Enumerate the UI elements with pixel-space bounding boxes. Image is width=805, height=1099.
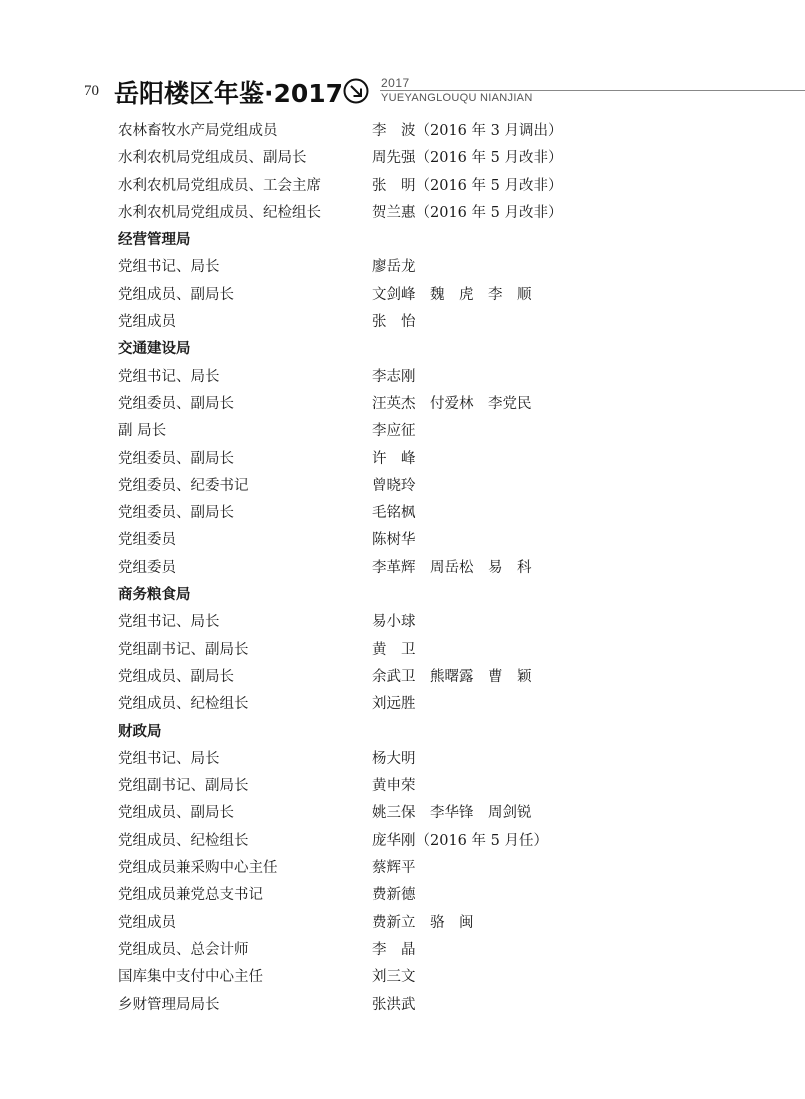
roster-row	[118, 937, 678, 964]
person-names: 陈树华	[372, 532, 416, 549]
person-names: 张洪武	[372, 996, 416, 1013]
position-label: 党组书记、局长	[118, 750, 220, 767]
roster-row	[118, 555, 678, 582]
book-title: 岳阳楼区年鉴·2017	[114, 79, 344, 108]
section-title: 交通建设局	[118, 341, 191, 358]
position-label: 党组成员、纪检组长	[118, 696, 249, 713]
person-names: 廖岳龙	[372, 259, 416, 276]
roster-row	[118, 309, 678, 336]
position-label: 水利农机局党组成员、工会主席	[118, 177, 321, 194]
position-label: 党组委员、纪委书记	[118, 477, 249, 494]
position-label: 乡财管理局局长	[118, 996, 220, 1013]
position-label: 党组书记、局长	[118, 614, 220, 631]
person-names: 李 晶	[372, 941, 416, 958]
roster-row	[118, 609, 678, 636]
person-names: 周先强（2016 年 5 月改非）	[372, 150, 563, 167]
position-label: 党组成员兼采购中心主任	[118, 860, 278, 877]
position-label: 党组成员	[118, 914, 176, 931]
position-label: 党组成员、纪检组长	[118, 832, 249, 849]
roster-row	[118, 828, 678, 855]
header-rule	[380, 90, 805, 91]
roster-row	[118, 855, 678, 882]
section-title: 财政局	[118, 723, 162, 740]
position-label: 党组副书记、副局长	[118, 641, 249, 658]
circled-arrow-down-right-icon	[343, 78, 369, 104]
roster-row	[118, 391, 678, 418]
position-label: 党组成员、总会计师	[118, 941, 249, 958]
person-names: 易小球	[372, 614, 416, 631]
roster-row	[118, 800, 678, 827]
roster-row	[118, 364, 678, 391]
person-names: 费新立 骆 闽	[372, 914, 474, 931]
roster-row	[118, 910, 678, 937]
person-names: 刘三文	[372, 969, 416, 986]
position-label: 副 局长	[118, 423, 167, 440]
person-names: 李志刚	[372, 368, 416, 385]
page-number: 70	[84, 83, 99, 99]
person-names: 李应征	[372, 423, 416, 440]
section-heading	[118, 336, 678, 363]
roster-row	[118, 992, 678, 1019]
person-names: 毛铭枫	[372, 505, 416, 522]
roster-row	[118, 118, 678, 145]
position-label: 党组委员、副局长	[118, 395, 234, 412]
position-label: 水利农机局党组成员、纪检组长	[118, 204, 321, 221]
section-heading	[118, 227, 678, 254]
section-title: 商务粮食局	[118, 587, 191, 604]
person-names: 庞华刚（2016 年 5 月任）	[372, 832, 548, 849]
person-names: 杨大明	[372, 750, 416, 767]
person-names: 李革辉 周岳松 易 科	[372, 559, 532, 576]
roster-row	[118, 145, 678, 172]
position-label: 党组委员、副局长	[118, 450, 234, 467]
roster-row	[118, 500, 678, 527]
roster-row	[118, 691, 678, 718]
position-label: 党组委员	[118, 532, 176, 549]
person-names: 李 波（2016 年 3 月调出）	[372, 123, 563, 139]
header-pinyin: YUEYANGLOUQU NIANJIAN	[381, 92, 533, 104]
person-names: 姚三保 李华锋 周剑锐	[372, 805, 532, 822]
roster-row	[118, 773, 678, 800]
person-names: 张 怡	[372, 314, 416, 331]
position-label: 党组副书记、副局长	[118, 778, 249, 795]
roster-row	[118, 473, 678, 500]
person-names: 贺兰惠（2016 年 5 月改非）	[372, 204, 563, 221]
position-label: 党组书记、局长	[118, 368, 220, 385]
section-title: 经营管理局	[118, 232, 191, 249]
roster-row	[118, 664, 678, 691]
position-label: 水利农机局党组成员、副局长	[118, 150, 307, 167]
person-names: 许 峰	[372, 450, 416, 467]
position-label: 党组成员、副局长	[118, 805, 234, 822]
person-names: 黄 卫	[372, 641, 416, 658]
person-names: 刘远胜	[372, 696, 416, 713]
person-names: 费新德	[372, 887, 416, 904]
person-names: 文剑峰 魏 虎 李 顺	[372, 286, 532, 303]
section-heading	[118, 719, 678, 746]
header-year: 2017	[381, 76, 410, 90]
roster-list	[118, 118, 678, 1019]
person-names: 曾晓玲	[372, 477, 416, 494]
roster-row	[118, 173, 678, 200]
roster-row	[118, 746, 678, 773]
roster-row	[118, 446, 678, 473]
position-label: 农林畜牧水产局党组成员	[118, 123, 278, 139]
roster-row	[118, 527, 678, 554]
roster-row	[118, 254, 678, 281]
page-header	[0, 0, 805, 112]
person-names: 张 明（2016 年 5 月改非）	[372, 177, 563, 194]
position-label: 党组成员、副局长	[118, 286, 234, 303]
roster-row	[118, 418, 678, 445]
person-names: 蔡辉平	[372, 860, 416, 877]
position-label: 党组成员兼党总支书记	[118, 887, 263, 904]
position-label: 党组成员	[118, 314, 176, 331]
position-label: 党组委员、副局长	[118, 505, 234, 522]
person-names: 汪英杰 付爱林 李党民	[372, 395, 532, 412]
roster-row	[118, 882, 678, 909]
position-label: 党组委员	[118, 559, 176, 576]
roster-row	[118, 282, 678, 309]
roster-row	[118, 200, 678, 227]
roster-row	[118, 964, 678, 991]
roster-row	[118, 637, 678, 664]
person-names: 余武卫 熊曙露 曹 颖	[372, 668, 532, 685]
position-label: 国库集中支付中心主任	[118, 969, 263, 986]
position-label: 党组书记、局长	[118, 259, 220, 276]
section-heading	[118, 582, 678, 609]
position-label: 党组成员、副局长	[118, 668, 234, 685]
person-names: 黄申荣	[372, 778, 416, 795]
